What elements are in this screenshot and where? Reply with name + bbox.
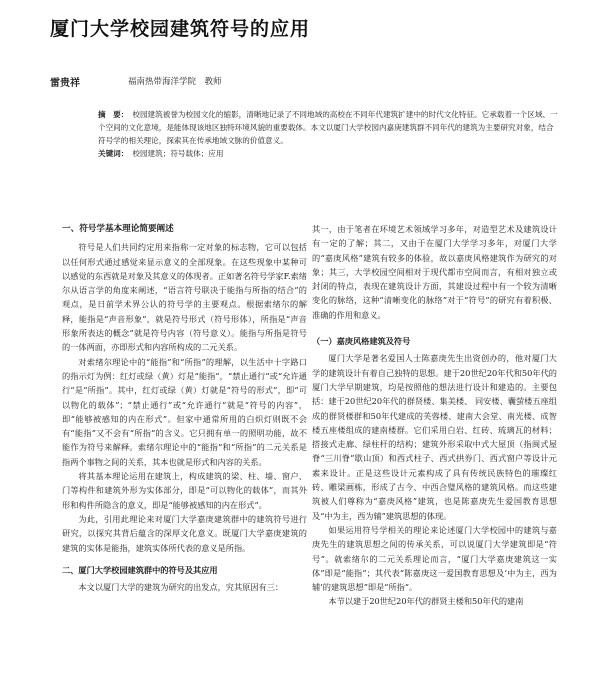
subsection-heading: （一）嘉庚风格建筑及符号	[312, 336, 411, 347]
body-paragraph: 如果运用符号学相关的理论来论述厦门大学校园中的建筑与嘉庚先生的建筑思想之间的传承关系，可以说厦门大学建筑即是“符号”。就索绪尔的二元关系理论而言，“厦门大学嘉庚建筑这一实体”即是“能指”；其代表“陈嘉庚这一爱国教育思想及‘中为主，西为辅’的建筑思想”即是“所指”。	[312, 524, 557, 593]
paper-title: 厦门大学校园建筑符号的应用	[50, 18, 311, 40]
section-heading-2: 二、厦门大学校园建筑群中的符号及其应用	[62, 564, 218, 575]
body-paragraph: 其一，由于笔者在环境艺术领域学习多年，对造型艺术及建筑设计有一定的了解；其二，又由于在厦门大学学习多年，对厦门大学的“嘉庚风格”建筑有较多的体验，故以嘉庚风格建筑作为研究的对象；其三，大学校园空间相对于现代都市空间而言，有相对独立或封闭的特点，表现在建筑设计方面，其建设过程中有一个较为清晰变化的脉络，这种“清晰变化的脉络”对于“符号”的研究有着积极、准确的作用和意义。	[312, 224, 557, 320]
body-paragraph: 对索绪尔理论中的“能指”和“所指”的理解，以生活中十字路口的指示灯为例：红灯或绿（黄）灯是“能指”，“禁止通行”或“允许通行”是“所指”。其中，红灯或绿（黄）灯就是“符号的形式”，即“可以物化的载体”；“禁止通行”或“允许通行”就是“符号的内容”，即“能够被感知的内在形式”。但家中通常所用的白炽灯则既不会有“能指”又不会有“所指”的含义。它只拥有单一的照明功能，故不能作为符号来解释。索绪尔理论中的“能指”和“所指”的二元关系是指两个事物之间的关系，其本也就是形式和内容的关系。	[62, 356, 307, 467]
section-heading-1: 一、符号学基本理论简要阐述	[62, 224, 174, 234]
body-paragraph: 本文以厦门大学的建筑为研究的出发点，究其原因有三：	[78, 582, 284, 593]
author-affiliation: 福南热带海洋学院 教师	[128, 77, 222, 87]
author-name: 雷贵祥	[50, 78, 80, 89]
keywords-paragraph	[98, 147, 558, 160]
right-column	[312, 222, 557, 609]
abstract-text: 校园建筑被誉为校园文化的缩影，清晰地记录了不同地域的高校在不同年代建筑扩建中的时代文化特征。它承载着一个区域、一个空间的文化意境，是能体现该地区独特环境风貌的重要载体。本文以厦门大学校园内嘉庚建筑群不同年代的建筑为主要研究对象，结合符号学的相关理论，探索其在传承地域文脉的价值意义。	[98, 110, 558, 145]
keywords-text: 校园建筑；符号载体；应用	[132, 149, 224, 158]
body-paragraph: 将其基本理论运用在建筑上，构成建筑的梁、柱、墙、窗户、门等构件和建筑外形为实体部分，即是“可以物化的载体”，而其外形和构件所隐含的意义，即是“能够被感知的内在形式”。	[62, 471, 307, 510]
left-column	[62, 220, 307, 594]
abstract-paragraph	[98, 108, 558, 147]
abstract-block	[98, 108, 558, 160]
body-paragraph: 符号是人们共同约定用来指称一定对象的标志物，它可以包括以任何形式通过感觉来显示意义的全部现象。在这些现象中某种可以感觉的东西就是对象及其意义的体现者。正如著名符号学家F.索绪尔从语言学的角度来阐述，“语言符号联决于能指与所指的结合”的观点，是日前学术界公认的符号学的主要观点。根据索绪尔的解释，能指是“声音形象”，就是符号形式（符号形体），所指是“声音形象所表达的概念”就是符号内容（符号意义）。能指与所指是符号的一体两面，亦即形式和内容所构成的二元关系。	[62, 242, 307, 353]
keywords-label: 关键词：	[98, 149, 129, 158]
abstract-label: 摘 要：	[98, 110, 129, 119]
body-paragraph: 本节以建于20世纪20年代的群贤主楼和50年代的建南	[328, 596, 524, 607]
body-paragraph: 厦门大学是著名爱国人士陈嘉庚先生出资创办的，他对厦门大学的建筑设计有着自己独特的思想。建于20世纪20年代和50年代的厦门大学早期建筑，均是按照他的想法进行设计和建造的。主要包括：建于20世纪20年代的群贤楼、集美楼、 同安楼、囊萤楼五座组成的群贤楼群和50年代建成的芙蓉楼、建南大会堂、南光楼、成智楼五座楼组成的建南楼群。它们采用白岩、红砖、琉璃瓦的材料；搭接式走廊、绿柱杆的结构；建筑外形采取中式大屋顶（指闽式屋脊“三川脊”歇山顶）和西式柱子、西式拱券门、西式窗户等设计元素来设计。正是这些设计元素构成了具有传统民族特色的璀璨红砖、雕梁画栋，形成了古今、中西合璧风格的建筑风格。而这些建筑被人们尊称为“嘉庚风格”建筑，也是陈嘉庚先生爱国教育思想及“中为主，西为辅”建筑思想的体现。	[312, 353, 557, 521]
body-paragraph: 为此，引用此理论来对厦门大学嘉庚建筑群中的建筑符号进行研究，以探究其背后蕴含的深厚文化意义。既厦门大学嘉庚建筑的建筑的实体是能指，建筑实体所代表的意义是所指。	[62, 513, 307, 553]
